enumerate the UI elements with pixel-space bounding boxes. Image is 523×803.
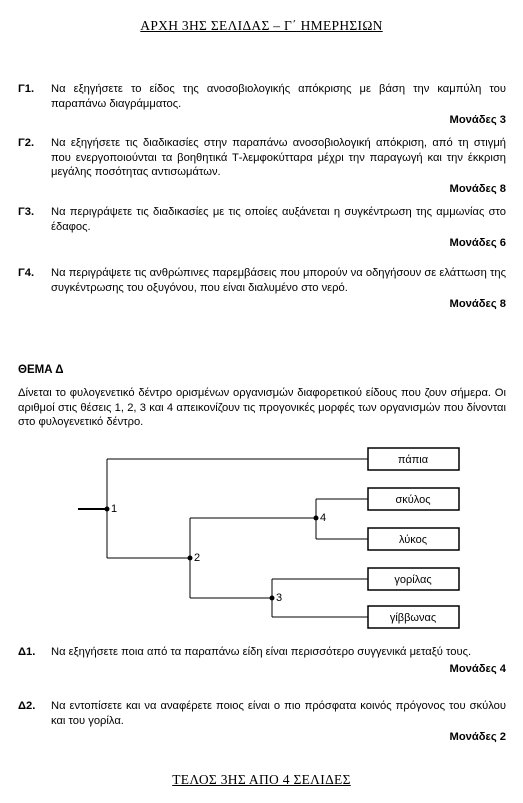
question-text: Να περιγράψετε τις διαδικασίες με τις οποίες αυξάνεται η συγκέντρωση της αμμωνίας στο έδαφος. — [51, 206, 506, 233]
question-g4 — [18, 266, 506, 312]
page-footer: ΤΕΛΟΣ 3ΗΣ ΑΠΟ 4 ΣΕΛΙΔΕΣ — [172, 772, 351, 787]
node-3-dot — [270, 596, 275, 601]
species-label-dog: σκύλος — [395, 494, 431, 506]
species-label-gibbon: γίββωνας — [389, 612, 437, 624]
question-marks: Μονάδες 8 — [449, 298, 506, 310]
question-marks: Μονάδες 4 — [449, 662, 506, 675]
node-2-dot — [188, 556, 193, 561]
node-label-2: 2 — [194, 552, 201, 564]
question-text: Να εντοπίσετε και να αναφέρετε ποιος είναι ο πιο πρόσφατα κοινός πρόγονος του σκύλου και του γορίλα. — [51, 700, 506, 727]
question-number: Γ4. — [18, 267, 35, 279]
question-d2 — [18, 699, 506, 745]
question-marks: Μονάδες 8 — [449, 182, 506, 195]
node-label-3: 3 — [276, 592, 283, 604]
node-label-1: 1 — [111, 503, 118, 515]
question-number: Δ2. — [18, 700, 36, 712]
question-number: Γ2. — [18, 137, 35, 149]
species-label-wolf: λύκος — [398, 534, 428, 546]
question-g2 — [18, 136, 506, 196]
species-label-gorilla: γορίλας — [394, 574, 432, 586]
question-number: Δ1. — [18, 646, 36, 658]
question-number: Γ1. — [18, 83, 35, 95]
question-marks: Μονάδες 2 — [449, 731, 506, 743]
question-g1 — [18, 82, 506, 128]
question-marks: Μονάδες 3 — [449, 114, 506, 126]
node-4-dot — [314, 516, 319, 521]
question-g3 — [18, 205, 506, 251]
question-text: Να εξηγήσετε ποια από τα παραπάνω είδη είναι περισσότερο συγγενικά μεταξύ τους. — [51, 646, 472, 658]
question-d1 — [18, 645, 506, 676]
section-title: ΘΕΜΑ Δ — [18, 364, 64, 376]
species-label-duck: πάπια — [397, 454, 429, 466]
question-text: Να εξηγήσετε τις διαδικασίες στην παραπάνω ανοσοβιολογική απόκριση, από τη στιγμή που ενεργοποιούνται τα βοηθητικά Τ-λεμφοκύτταρα μέχρι την παραγωγή και την έκκριση μεγάλης ποσότητας αντισωμάτων. — [51, 137, 506, 178]
phylogenetic-tree — [0, 440, 523, 632]
question-text: Να εξηγήσετε το είδος της ανοσοβιολογικής απόκρισης με βάση την καμπύλη του παραπάνω διαγράμματος. — [51, 83, 506, 110]
question-marks: Μονάδες 6 — [449, 237, 506, 249]
section-intro: Δίνεται το φυλογενετικό δέντρο ορισμένων οργανισμών διαφορετικού είδους που ζουν σήμερα. Οι αριθμοί στις θέσεις 1, 2, 3 και 4 απεικονίζουν τις προγονικές μορφές των οργανισμών που δίνονται στο φυλογενετικό δέντρο. — [18, 387, 506, 428]
node-label-4: 4 — [320, 512, 327, 524]
page-header: ΑΡΧΗ 3ΗΣ ΣΕΛΙΔΑΣ – Γ΄ ΗΜΕΡΗΣΙΩΝ — [140, 18, 383, 33]
question-text: Να περιγράψετε τις ανθρώπινες παρεμβάσεις που μπορούν να οδηγήσουν σε ελάττωση της συγκέντρωσης του οξυγόνου, που είναι διαλυμένο στο νερό. — [51, 267, 506, 294]
question-number: Γ3. — [18, 206, 35, 218]
node-1-dot — [105, 507, 110, 512]
